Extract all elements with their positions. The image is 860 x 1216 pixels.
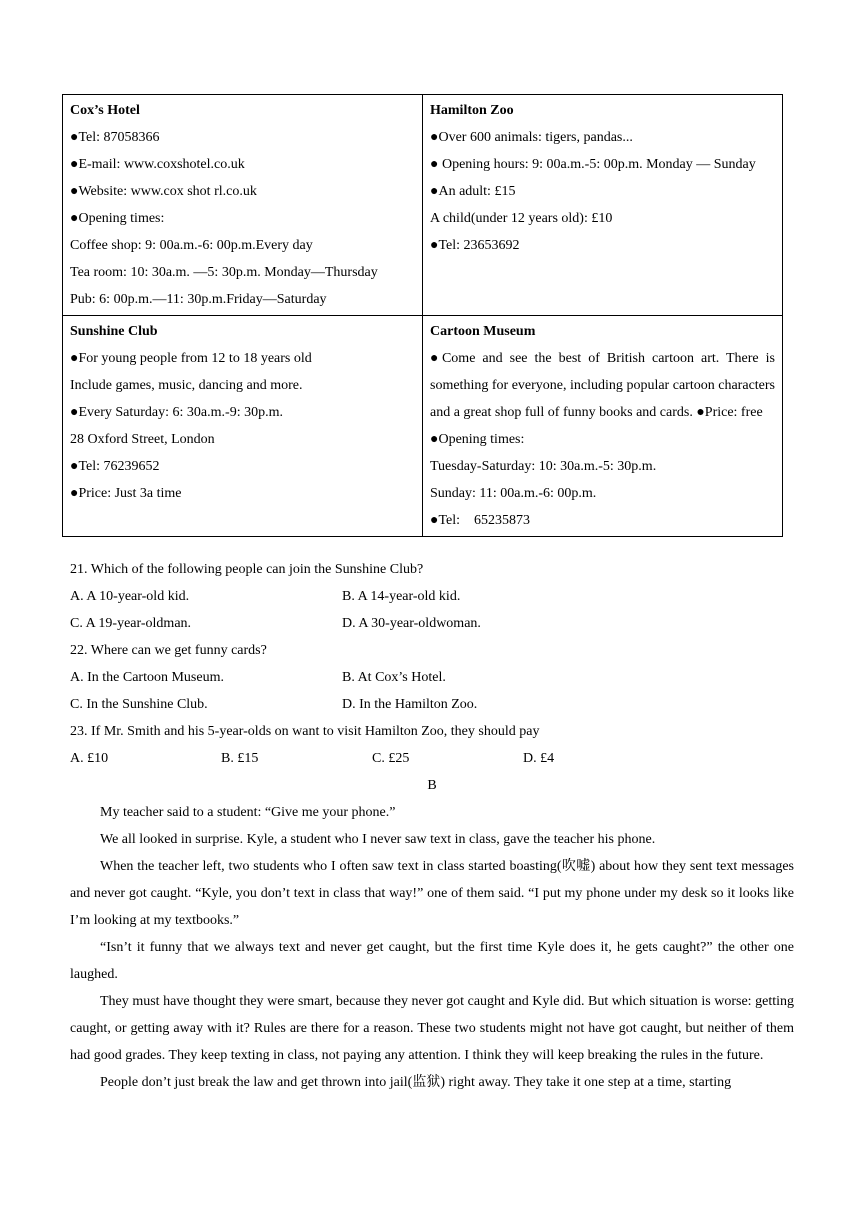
cartoon-museum-line: Sunday: 11: 00a.m.-6: 00p.m.: [430, 486, 597, 501]
cox-hotel-cell: [63, 95, 423, 316]
cartoon-museum-cell: [423, 316, 783, 537]
option: D. £4: [523, 751, 555, 766]
questions-block: [70, 556, 794, 1096]
cox-hotel-line: Tea room: 10: 30a.m. —5: 30p.m. Monday—Thursday: [70, 265, 378, 280]
table-row: [63, 316, 783, 537]
cartoon-museum-line: ●Come and see the best of British cartoon art. There is something for everyone, including popular cartoon characters and a great shop full of funny books and cards. ●Price: free: [430, 351, 775, 420]
passage-paragraph: People don’t just break the law and get thrown into jail(监狱) right away. They take it one step at a time, starting: [100, 1075, 732, 1090]
cox-hotel-line: ●Opening times:: [70, 211, 165, 226]
option: B. At Cox’s Hotel.: [342, 670, 446, 685]
section-label: B: [427, 778, 437, 793]
table-row: [63, 95, 783, 316]
info-table: [62, 94, 783, 537]
cox-hotel-line: ●E-mail: www.coxshotel.co.uk: [70, 157, 245, 172]
option: D. A 30-year-oldwoman.: [342, 616, 481, 631]
question-stem: 21. Which of the following people can join the Sunshine Club?: [70, 562, 424, 577]
cartoon-museum-line: Tuesday-Saturday: 10: 30a.m.-5: 30p.m.: [430, 459, 657, 474]
cartoon-museum-line: ●Opening times:: [430, 432, 525, 447]
option: A. A 10-year-old kid.: [70, 589, 190, 604]
sunshine-club-line: Include games, music, dancing and more.: [70, 378, 303, 393]
options-row: [70, 610, 794, 637]
passage-paragraph: My teacher said to a student: “Give me your phone.”: [100, 805, 396, 820]
sunshine-club-line: 28 Oxford Street, London: [70, 432, 215, 447]
option: B. £15: [221, 751, 259, 766]
cartoon-museum-line: ●Tel: 65235873: [430, 513, 531, 528]
option: C. In the Sunshine Club.: [70, 697, 208, 712]
option: B. A 14-year-old kid.: [342, 589, 461, 604]
hamilton-zoo-title: Hamilton Zoo: [430, 103, 514, 118]
options-row: [70, 583, 794, 610]
options-row: [70, 664, 794, 691]
hamilton-zoo-line: ●Over 600 animals: tigers, pandas...: [430, 130, 633, 145]
reading-passage: [70, 799, 794, 1096]
sunshine-club-title: Sunshine Club: [70, 324, 158, 339]
passage-paragraph: “Isn’t it funny that we always text and never get caught, but the first time Kyle does it, he gets caught?” the other one laughed.: [70, 940, 794, 982]
cox-hotel-line: ●Website: www.cox shot rl.co.uk: [70, 184, 257, 199]
passage-paragraph: When the teacher left, two students who I often saw text in class started boasting(吹嘘) about how they sent text messages and never got caught. “Kyle, you don’t text in class that way!” one of them said. “I put my phone under my desk so it looks like I’m looking at my textbooks.”: [70, 859, 794, 928]
options-row: [70, 691, 794, 718]
cox-hotel-line: Coffee shop: 9: 00a.m.-6: 00p.m.Every day: [70, 238, 313, 253]
passage-paragraph: They must have thought they were smart, because they never got caught and Kyle did. But which situation is worse: getting caught, or getting away with it? Rules are there for a reason. These two students might not have got caught, but neither of them had good grades. They keep texting in class, not paying any attention. I think they will keep breaking the rules in the future.: [70, 994, 794, 1063]
hamilton-zoo-line: ●Tel: 23653692: [430, 238, 520, 253]
option: A. £10: [70, 751, 109, 766]
sunshine-club-cell: [63, 316, 423, 537]
passage-paragraph: We all looked in surprise. Kyle, a student who I never saw text in class, gave the teacher his phone.: [100, 832, 656, 847]
sunshine-club-line: ●For young people from 12 to 18 years old: [70, 351, 312, 366]
question-stem: 23. If Mr. Smith and his 5-year-olds on want to visit Hamilton Zoo, they should pay: [70, 724, 540, 739]
cox-hotel-line: ●Tel: 87058366: [70, 130, 160, 145]
cartoon-museum-title: Cartoon Museum: [430, 324, 536, 339]
option: A. In the Cartoon Museum.: [70, 670, 224, 685]
cox-hotel-title: Cox’s Hotel: [70, 103, 140, 118]
question-stem: 22. Where can we get funny cards?: [70, 643, 267, 658]
cox-hotel-line: Pub: 6: 00p.m.—11: 30p.m.Friday—Saturday: [70, 292, 327, 307]
option: C. A 19-year-oldman.: [70, 616, 192, 631]
option: C. £25: [372, 751, 410, 766]
hamilton-zoo-line: ● Opening hours: 9: 00a.m.-5: 00p.m. Monday — Sunday: [430, 157, 756, 172]
option: D. In the Hamilton Zoo.: [342, 697, 478, 712]
hamilton-zoo-cell: [423, 95, 783, 316]
sunshine-club-line: ●Every Saturday: 6: 30a.m.-9: 30p.m.: [70, 405, 283, 420]
hamilton-zoo-line: ●An adult: £15: [430, 184, 516, 199]
sunshine-club-line: ●Tel: 76239652: [70, 459, 160, 474]
options-row: [70, 745, 794, 772]
hamilton-zoo-line: A child(under 12 years old): £10: [430, 211, 613, 226]
sunshine-club-line: ●Price: Just 3a time: [70, 486, 182, 501]
